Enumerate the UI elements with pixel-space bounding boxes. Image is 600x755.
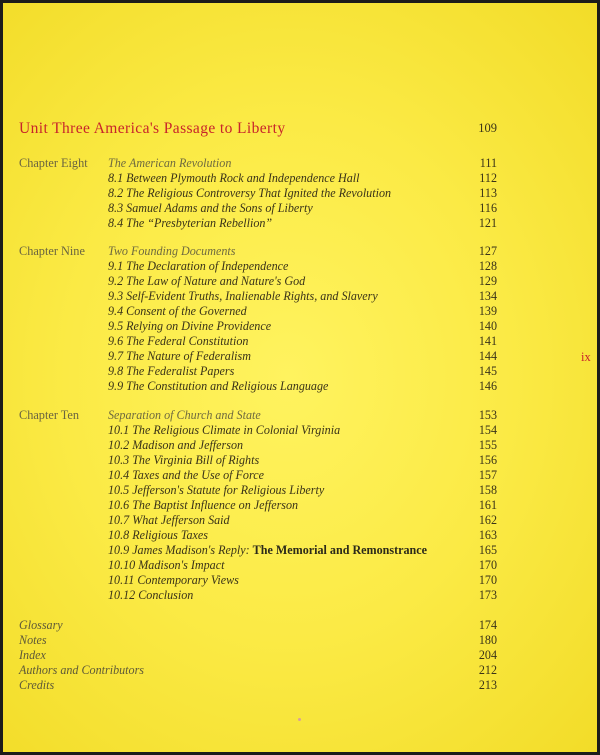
- section-page-number: 162: [478, 513, 497, 527]
- section-page-number: 163: [478, 528, 497, 542]
- section-title: 10.4 Taxes and the Use of Force: [108, 468, 264, 482]
- chapter-page-number: 111: [479, 156, 497, 170]
- chapter-ten-block: [19, 408, 497, 603]
- section-title: 9.2 The Law of Nature and Nature's God: [108, 274, 306, 288]
- chapter-heading-row: [19, 408, 497, 423]
- toc-entry: [19, 498, 497, 513]
- section-page-number: 140: [478, 319, 497, 333]
- back-matter-entry: [19, 633, 497, 648]
- section-page-number: 158: [478, 483, 497, 497]
- section-page-number: 121: [478, 216, 497, 230]
- toc-entry: [19, 259, 497, 274]
- section-title: 10.11 Contemporary Views: [108, 573, 239, 587]
- section-page-number: 145: [478, 364, 497, 378]
- back-matter-page-number: 204: [478, 648, 497, 662]
- section-page-number: 129: [478, 274, 497, 288]
- toc-entry: [19, 186, 497, 201]
- section-title: 10.12 Conclusion: [108, 588, 194, 602]
- toc-entry: [19, 588, 497, 603]
- section-page-number: 165: [478, 543, 497, 557]
- section-title: 8.3 Samuel Adams and the Sons of Liberty: [108, 201, 313, 215]
- chapter-label: Chapter Nine: [19, 244, 85, 258]
- chapter-title: Separation of Church and State: [108, 408, 261, 422]
- chapter-heading-row: [19, 156, 497, 171]
- section-page-number: 112: [479, 171, 497, 185]
- section-page-number: 173: [478, 588, 497, 602]
- chapter-page-number: 127: [478, 244, 497, 258]
- chapter-heading-row: [19, 244, 497, 259]
- chapter-title: Two Founding Documents: [108, 244, 236, 258]
- section-title: 9.3 Self-Evident Truths, Inalienable Rights, and Slavery: [108, 289, 378, 303]
- section-page-number: 161: [478, 498, 497, 512]
- section-title: 8.1 Between Plymouth Rock and Independence Hall: [108, 171, 360, 185]
- paper-speck: [298, 718, 301, 721]
- page-folio: ix: [581, 350, 591, 364]
- section-title: 9.6 The Federal Constitution: [108, 334, 249, 348]
- back-matter-title: Glossary: [19, 618, 63, 632]
- toc-entry: [19, 483, 497, 498]
- toc-entry: [19, 573, 497, 588]
- section-page-number: 113: [479, 186, 497, 200]
- toc-page: [3, 3, 597, 752]
- back-matter-page-number: 212: [478, 663, 497, 677]
- back-matter-entry: [19, 663, 497, 678]
- back-matter-page-number: 213: [478, 678, 497, 692]
- chapter-title: The American Revolution: [108, 156, 232, 170]
- section-title: 10.5 Jefferson's Statute for Religious Liberty: [108, 483, 325, 497]
- unit-title: Unit Three America's Passage to Liberty: [19, 120, 286, 137]
- toc-entry: [19, 468, 497, 483]
- toc-entry: [19, 171, 497, 186]
- chapter-eight-block: [19, 156, 497, 231]
- back-matter-title: Notes: [19, 633, 47, 647]
- section-title: 10.8 Religious Taxes: [108, 528, 208, 542]
- toc-entry: [19, 379, 497, 394]
- section-page-number: 146: [478, 379, 497, 393]
- toc-entry: [19, 201, 497, 216]
- back-matter-entry: [19, 678, 497, 693]
- back-matter-page-number: 174: [478, 618, 497, 632]
- section-title-prefix: 10.9 James Madison's Reply:: [108, 543, 253, 557]
- back-matter-title: Index: [19, 648, 46, 662]
- toc-entry: [19, 319, 497, 334]
- toc-entry: [19, 423, 497, 438]
- section-title: 9.1 The Declaration of Independence: [108, 259, 289, 273]
- section-title: 9.5 Relying on Divine Providence: [108, 319, 272, 333]
- section-title: 9.9 The Constitution and Religious Language: [108, 379, 329, 393]
- unit-heading: [19, 120, 497, 140]
- section-page-number: 116: [479, 201, 497, 215]
- section-title-emphasis: The Memorial and Remonstrance: [252, 543, 427, 557]
- toc-entry: [19, 513, 497, 528]
- section-title: 8.2 The Religious Controversy That Ignited the Revolution: [108, 186, 392, 200]
- section-title: 10.10 Madison's Impact: [108, 558, 225, 572]
- toc-entry: [19, 349, 497, 364]
- chapter-label: Chapter Ten: [19, 408, 80, 422]
- section-page-number: 155: [478, 438, 497, 452]
- section-page-number: 157: [478, 468, 497, 482]
- section-page-number: 144: [478, 349, 497, 363]
- toc-entry: [19, 289, 497, 304]
- chapter-page-number: 153: [478, 408, 497, 422]
- section-page-number: 154: [478, 423, 497, 437]
- section-title: 9.7 The Nature of Federalism: [108, 349, 251, 363]
- section-title: 10.6 The Baptist Influence on Jefferson: [108, 498, 299, 512]
- toc-entry: [19, 334, 497, 349]
- toc-entry: [19, 216, 497, 231]
- section-page-number: 139: [478, 304, 497, 318]
- back-matter-entry: [19, 618, 497, 633]
- section-page-number: 156: [478, 453, 497, 467]
- section-page-number: 141: [478, 334, 497, 348]
- back-matter-entry: [19, 648, 497, 663]
- section-page-number: 128: [478, 259, 497, 273]
- section-title: [108, 543, 427, 558]
- unit-page-number: 109: [478, 121, 497, 135]
- back-matter-title: Authors and Contributors: [19, 663, 144, 677]
- section-title: 10.3 The Virginia Bill of Rights: [108, 453, 260, 467]
- section-page-number: 170: [478, 573, 497, 587]
- section-title: 9.4 Consent of the Governed: [108, 304, 247, 318]
- section-title: 10.2 Madison and Jefferson: [108, 438, 244, 452]
- toc-entry: [19, 274, 497, 289]
- section-page-number: 134: [478, 289, 497, 303]
- section-title: 9.8 The Federalist Papers: [108, 364, 235, 378]
- back-matter-title: Credits: [19, 678, 55, 692]
- chapter-nine-block: [19, 244, 497, 394]
- toc-entry: [19, 453, 497, 468]
- section-title: 10.1 The Religious Climate in Colonial Virginia: [108, 423, 341, 437]
- back-matter-block: [19, 618, 497, 693]
- toc-entry: [19, 543, 497, 558]
- chapter-label: Chapter Eight: [19, 156, 88, 170]
- toc-entry: [19, 528, 497, 543]
- back-matter-page-number: 180: [478, 633, 497, 647]
- toc-entry: [19, 558, 497, 573]
- toc-entry: [19, 438, 497, 453]
- section-title: 8.4 The “Presbyterian Rebellion”: [108, 216, 273, 230]
- toc-entry: [19, 304, 497, 319]
- section-title: 10.7 What Jefferson Said: [108, 513, 230, 527]
- toc-entry: [19, 364, 497, 379]
- section-page-number: 170: [478, 558, 497, 572]
